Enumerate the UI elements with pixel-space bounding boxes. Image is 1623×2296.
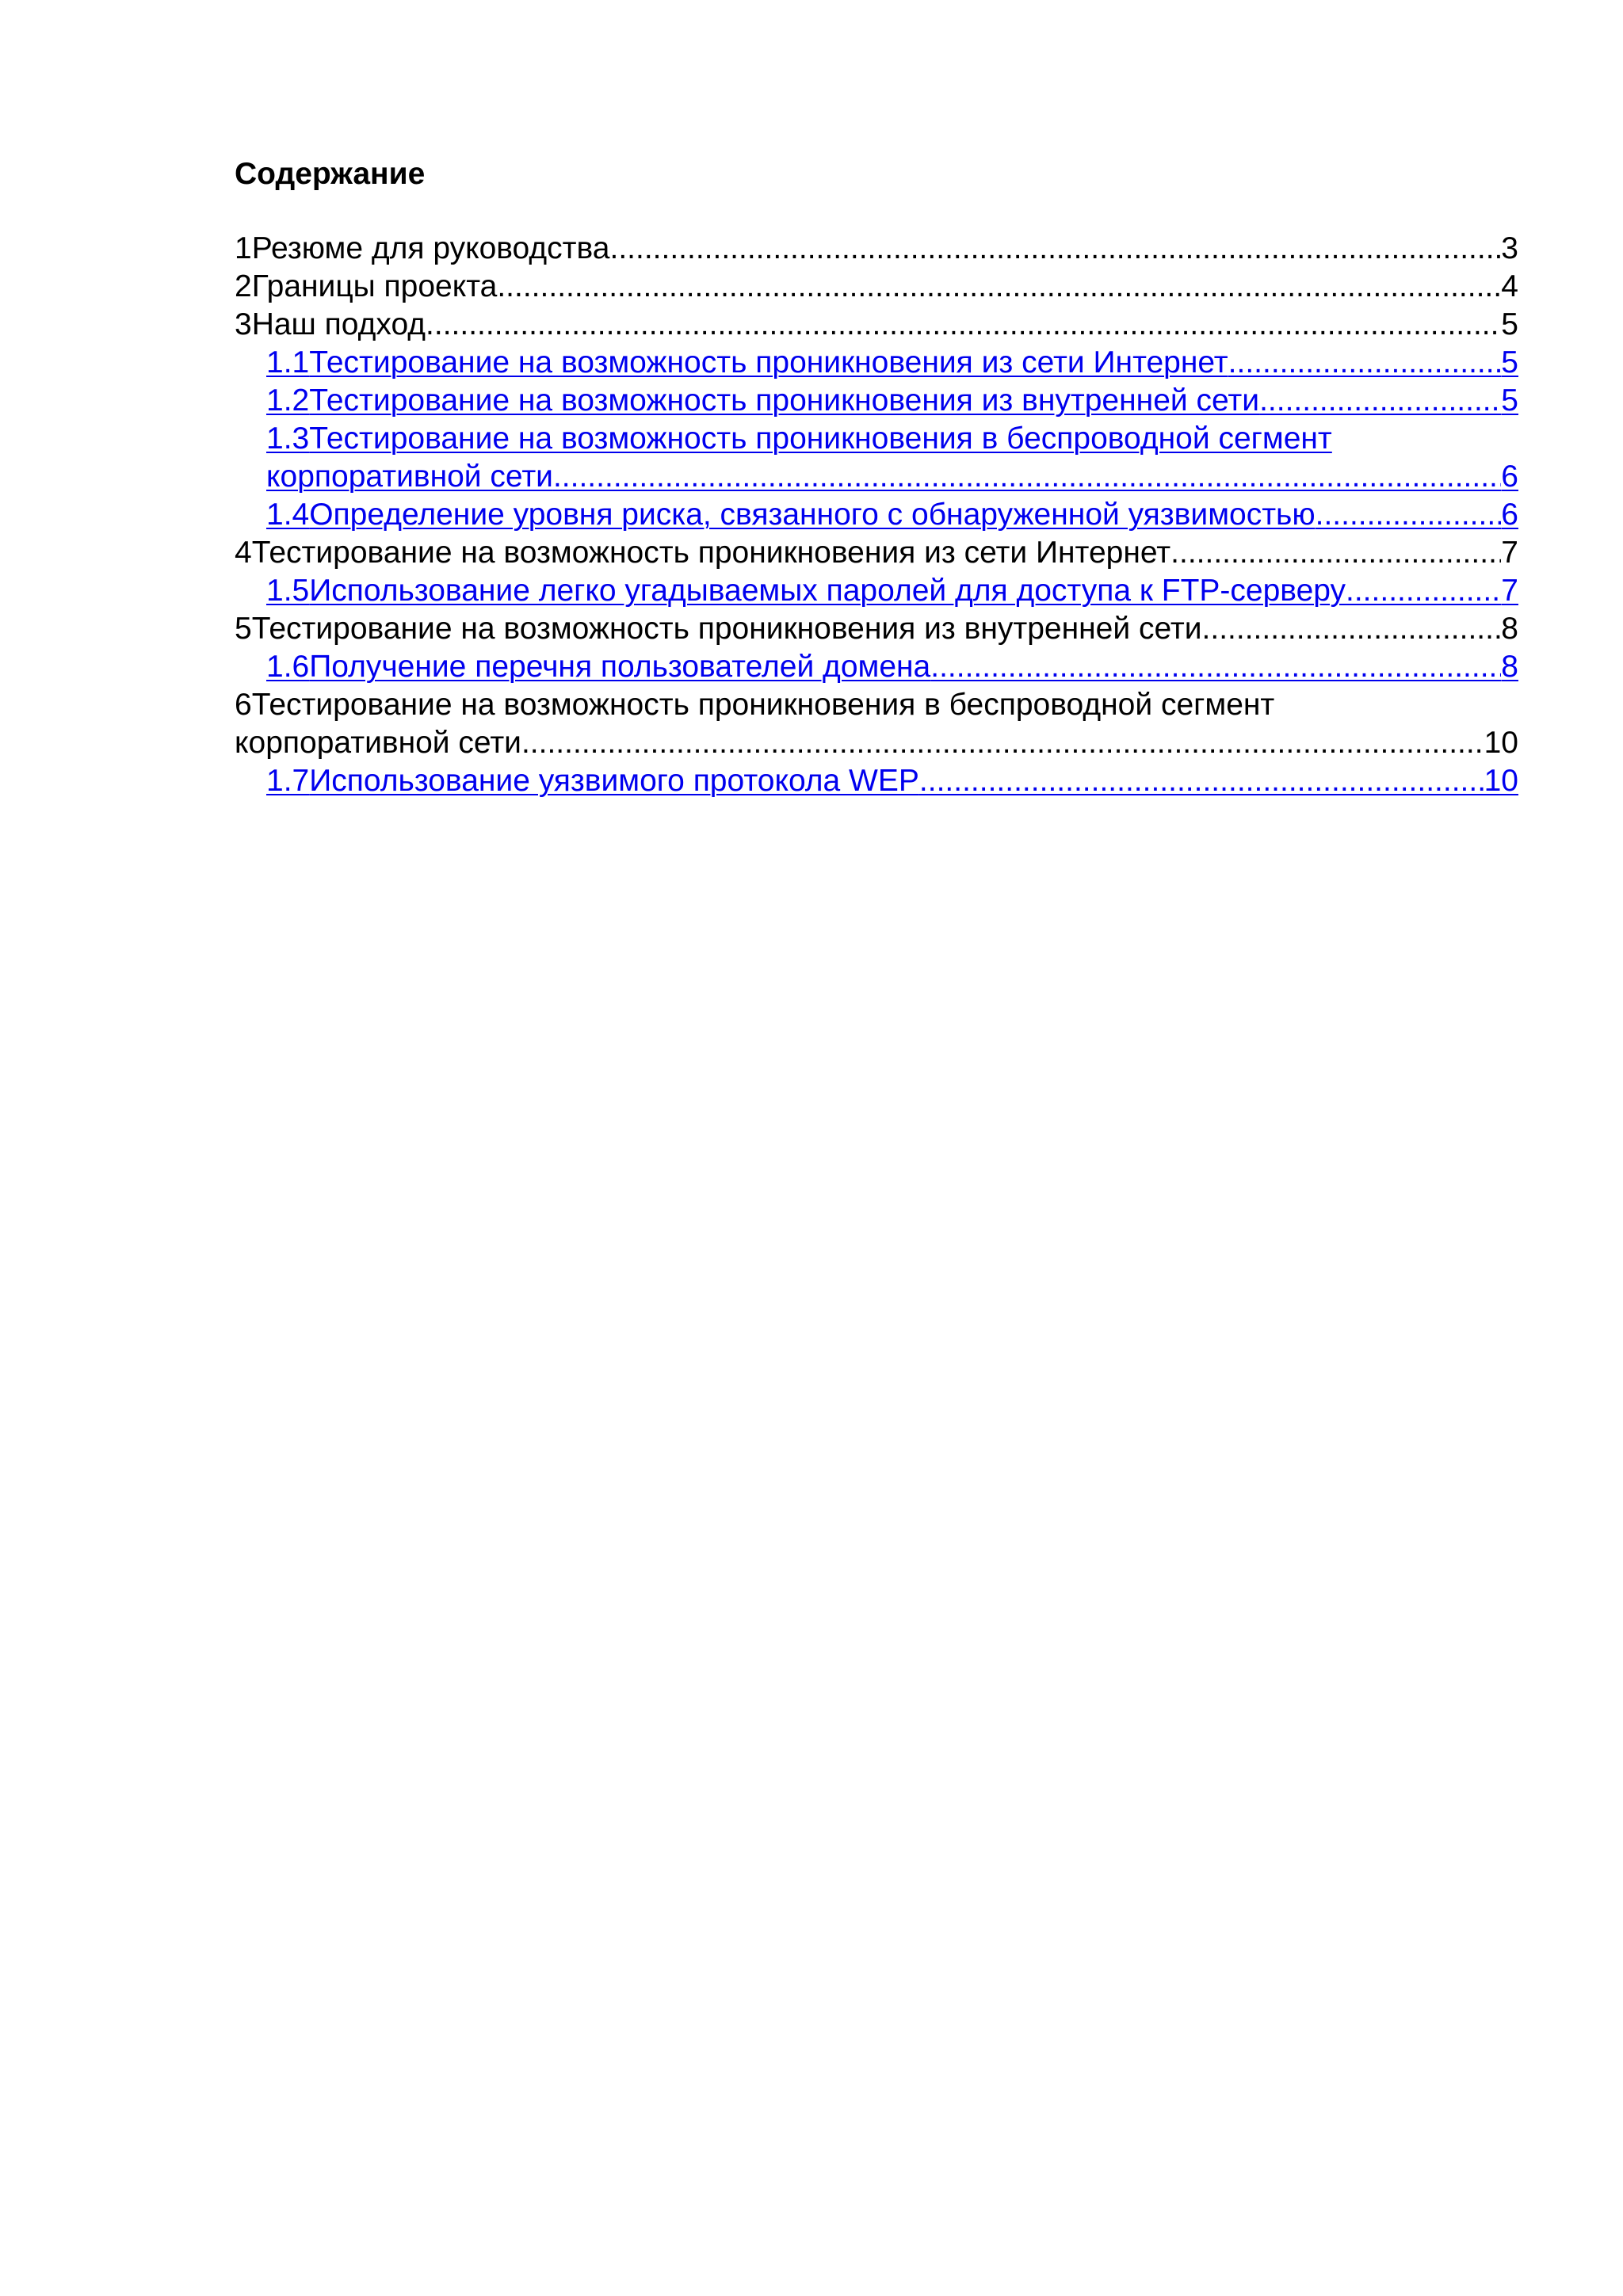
toc-page-number: 10 — [1484, 726, 1518, 760]
toc-link-text: 1.2Тестирование на возможность проникновения из внутренней сети — [266, 383, 1260, 418]
toc-link-text: 1.7Использование уязвимого протокола WEP — [266, 764, 919, 798]
dot-leader — [1259, 382, 1501, 420]
dot-leader — [919, 762, 1484, 800]
dot-leader — [1202, 610, 1502, 648]
toc-page-number: 3 — [1501, 231, 1518, 265]
toc-link-1-6[interactable] — [235, 648, 1518, 686]
toc-entry-text: 1Резюме для руководства — [235, 231, 610, 265]
dot-leader — [1170, 534, 1501, 572]
toc-page-number: 7 — [1501, 574, 1518, 608]
toc-link-text-line2: корпоративной сети — [266, 460, 553, 494]
toc-link-1-3[interactable] — [235, 420, 1518, 496]
toc-page-number: 4 — [1501, 269, 1518, 303]
toc-link-1-1[interactable] — [235, 344, 1518, 382]
toc-link-text: 1.6Получение перечня пользователей домена — [266, 650, 931, 684]
toc-entry-text: 2Границы проекта — [235, 269, 498, 303]
toc-page-number: 10 — [1484, 764, 1518, 798]
toc-entry-text: 5Тестирование на возможность проникновения из внутренней сети — [235, 612, 1202, 646]
toc-link-1-4[interactable] — [235, 496, 1518, 534]
toc-entry-1[interactable] — [235, 230, 1518, 268]
toc-entry-4[interactable] — [235, 534, 1518, 572]
dot-leader — [609, 230, 1501, 268]
toc-entry-2[interactable] — [235, 268, 1518, 306]
dot-leader — [1316, 496, 1502, 534]
toc-page-number: 8 — [1501, 650, 1518, 684]
toc-entry-text-line2: корпоративной сети — [235, 726, 521, 760]
toc-entry-5[interactable] — [235, 610, 1518, 648]
toc-link-1-7[interactable] — [235, 762, 1518, 800]
toc-link-text: 1.3Тестирование на возможность проникновения в беспроводной сегмент — [266, 421, 1332, 456]
toc-link-1-5[interactable] — [235, 572, 1518, 610]
toc-link-text: 1.1Тестирование на возможность проникновения из сети Интернет — [266, 345, 1228, 379]
toc-title: Содержание — [235, 157, 426, 191]
dot-leader — [1346, 572, 1501, 610]
toc-entry-text-continued — [235, 724, 1518, 762]
dot-leader — [930, 648, 1501, 686]
toc-page-number: 6 — [1501, 460, 1518, 494]
toc-link-1-2[interactable] — [235, 382, 1518, 420]
toc-link-text: 1.5Использование легко угадываемых паролей для доступа к FTP-серверу — [266, 574, 1346, 608]
toc-page-number: 6 — [1501, 498, 1518, 532]
dot-leader — [521, 724, 1484, 762]
toc-page-number: 7 — [1501, 536, 1518, 570]
toc-page-number: 5 — [1501, 307, 1518, 341]
dot-leader — [553, 458, 1501, 496]
toc-link-text: 1.4Определение уровня риска, связанного с обнаруженной уязвимостью — [266, 498, 1316, 532]
toc-page-number: 8 — [1501, 612, 1518, 646]
toc-entry-text: 4Тестирование на возможность проникновения из сети Интернет — [235, 536, 1171, 570]
dot-leader — [497, 268, 1501, 306]
dot-leader — [1228, 344, 1502, 382]
toc-entry-text: 3Наш подход — [235, 307, 426, 341]
toc-entry-3[interactable] — [235, 306, 1518, 344]
toc-link-text-continued — [266, 458, 1518, 496]
dot-leader — [426, 306, 1501, 344]
toc-page-number: 5 — [1501, 383, 1518, 418]
toc-page-number: 5 — [1501, 345, 1518, 379]
toc-entry-6[interactable] — [235, 686, 1518, 762]
table-of-contents — [235, 230, 1518, 800]
toc-entry-text: 6Тестирование на возможность проникновения в беспроводной сегмент — [235, 688, 1275, 722]
